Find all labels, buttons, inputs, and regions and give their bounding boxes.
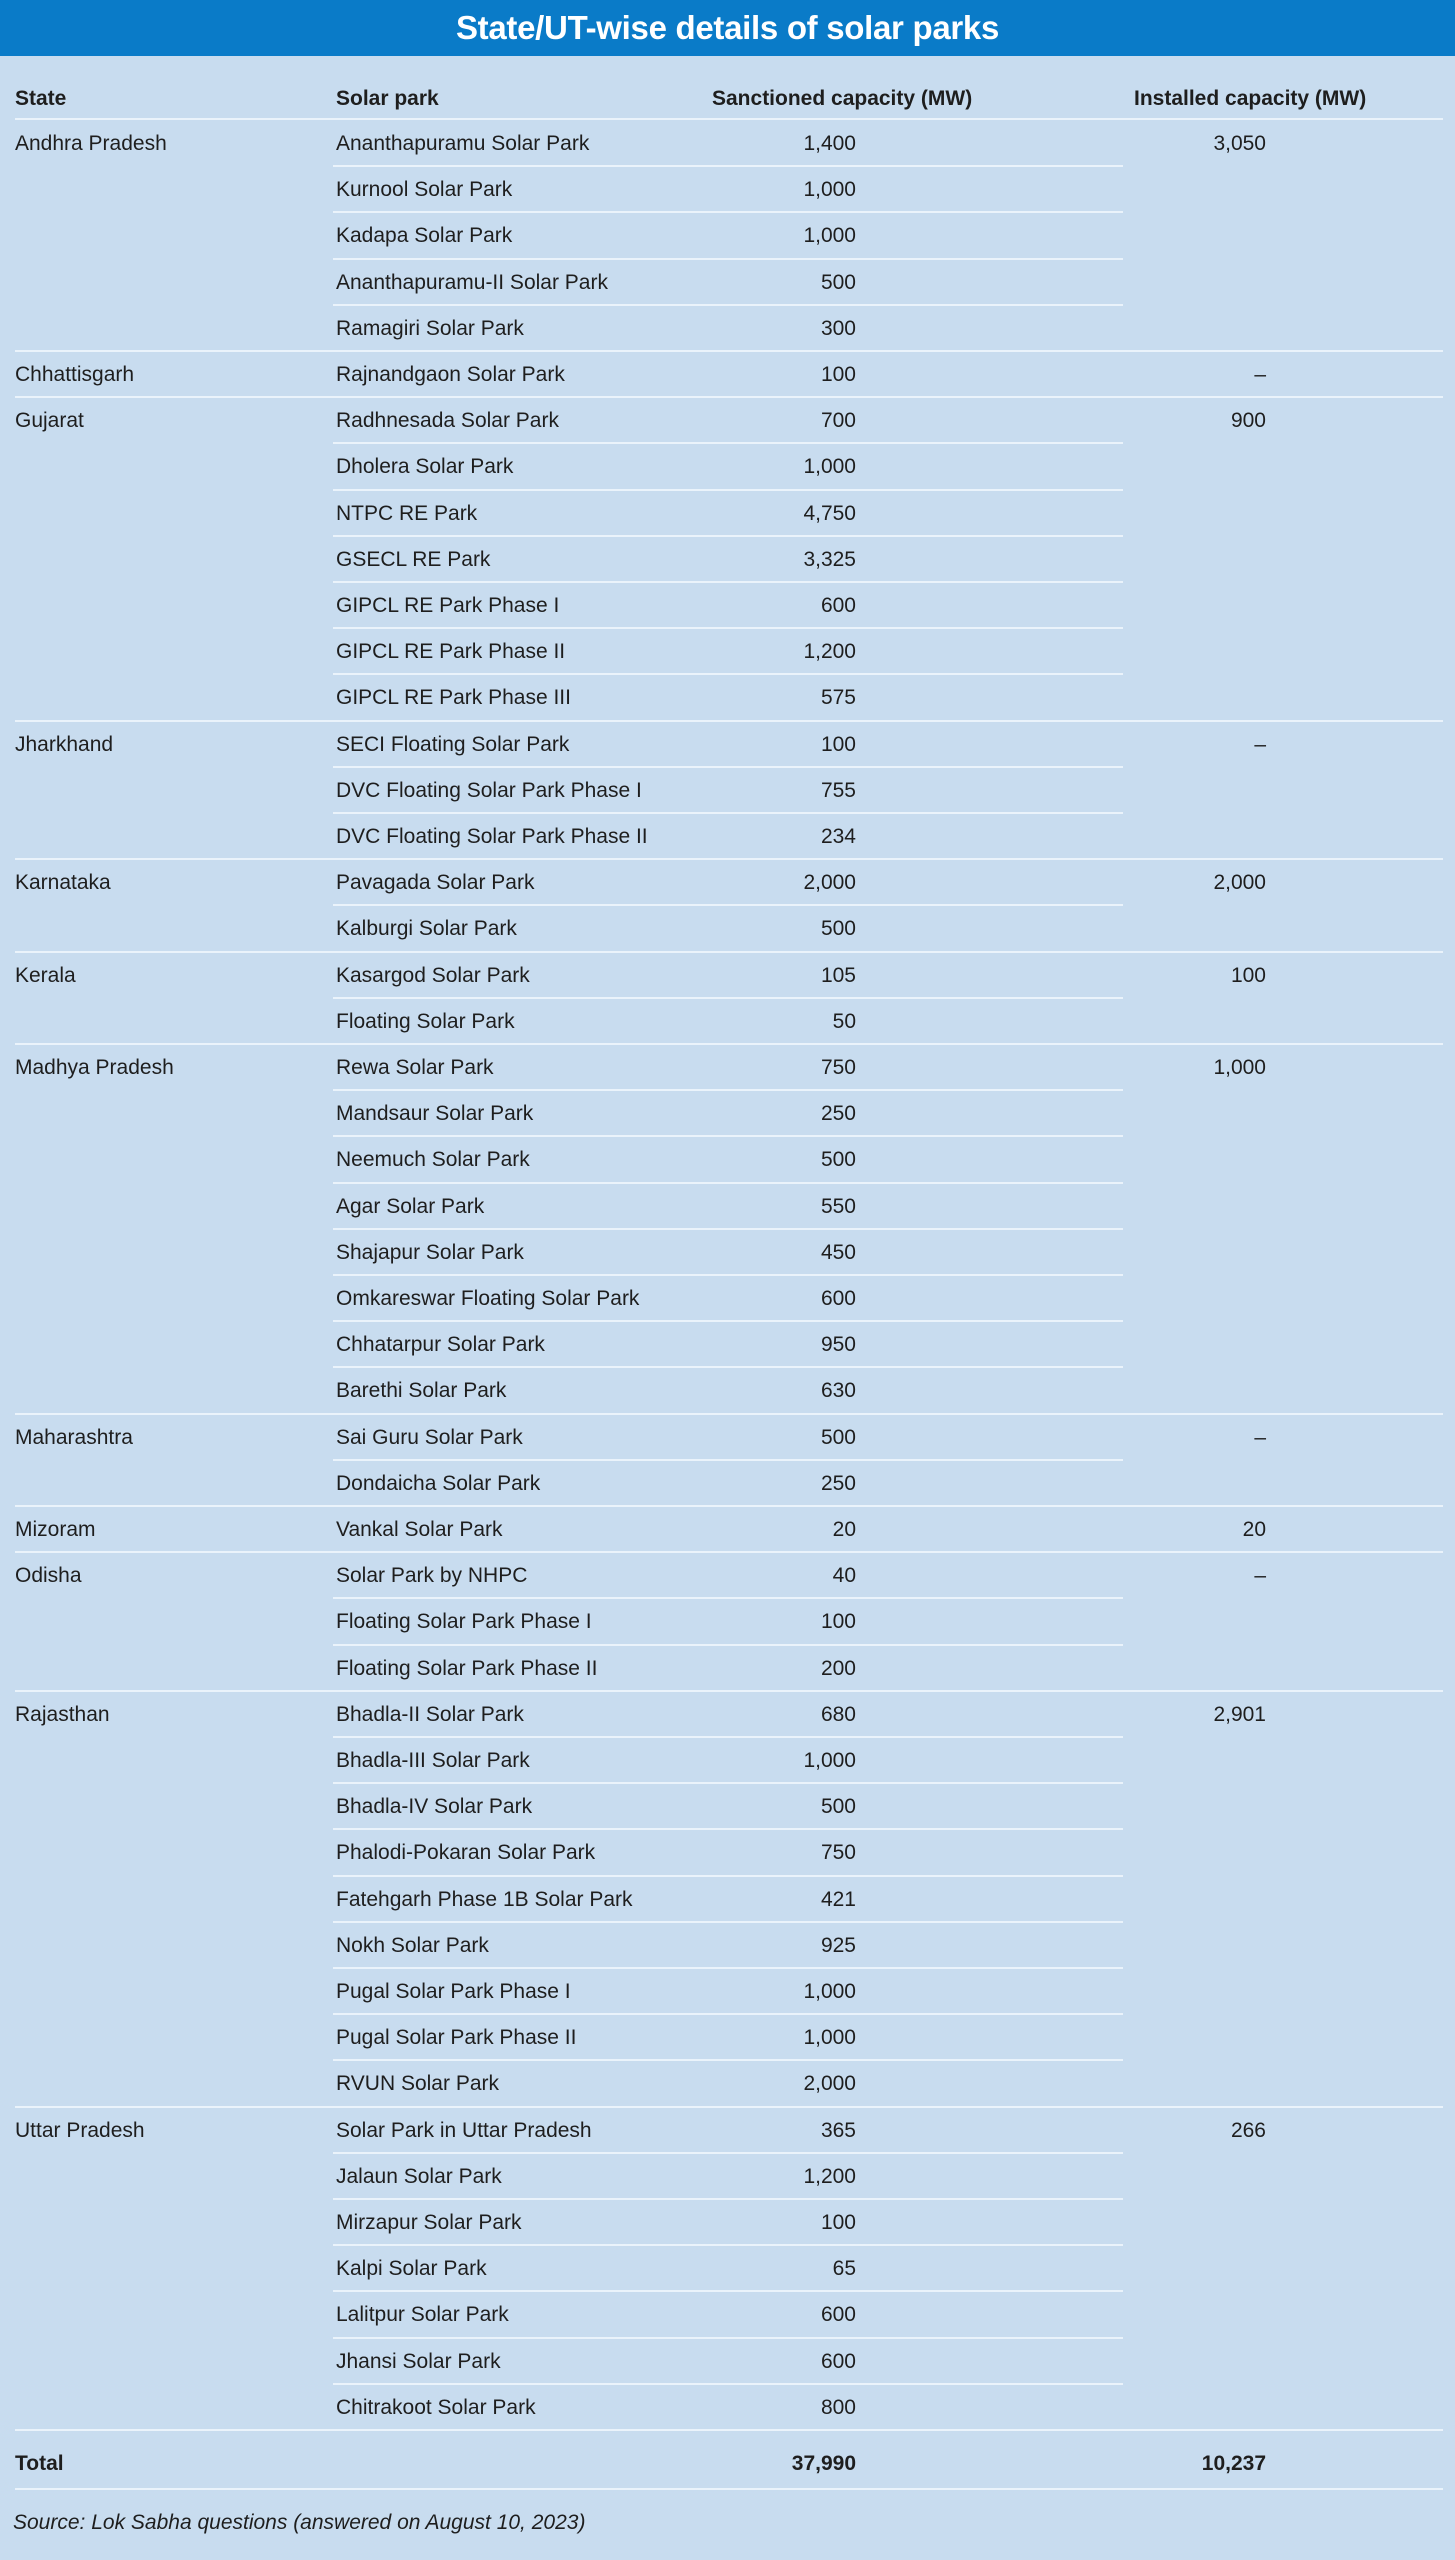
state-name: Chhattisgarh xyxy=(15,363,135,386)
sanctioned-capacity: 421 xyxy=(820,1887,856,1911)
solar-park-name: Solar Park in Uttar Pradesh xyxy=(336,2118,592,2142)
sanctioned-capacity: 40 xyxy=(832,1564,856,1588)
table-row xyxy=(0,675,1455,721)
sanctioned-capacity: 800 xyxy=(820,2395,856,2419)
table-row xyxy=(0,1184,1455,1230)
sanctioned-capacity: 500 xyxy=(820,1795,856,1819)
solar-park-name: Radhnesada Solar Park xyxy=(336,409,559,433)
solar-park-name: Floating Solar Park xyxy=(336,1009,515,1033)
header-state: State xyxy=(15,87,67,110)
sanctioned-capacity: 1,000 xyxy=(803,224,856,248)
sanctioned-capacity: 700 xyxy=(820,409,856,433)
total-label: Total xyxy=(15,2452,64,2475)
sanctioned-capacity: 65 xyxy=(832,2257,856,2281)
sanctioned-capacity: 750 xyxy=(820,1841,856,1865)
sanctioned-capacity: 600 xyxy=(820,2303,856,2327)
state-name: Karnataka xyxy=(15,871,111,895)
table-title: State/UT-wise details of solar parks xyxy=(0,0,1455,56)
sanctioned-capacity: 1,000 xyxy=(803,2026,856,2050)
total-row xyxy=(0,2441,1455,2487)
table-row xyxy=(0,814,1455,860)
solar-park-name: Bhadla-IV Solar Park xyxy=(336,1795,533,1819)
solar-park-name: DVC Floating Solar Park Phase I xyxy=(336,778,642,802)
header-solar-park: Solar park xyxy=(336,87,439,110)
sanctioned-capacity: 105 xyxy=(820,963,856,987)
solar-park-name: NTPC RE Park xyxy=(336,501,478,525)
solar-park-name: Floating Solar Park Phase I xyxy=(336,1610,592,1634)
table-row xyxy=(0,583,1455,629)
sanctioned-capacity: 20 xyxy=(832,1518,856,1541)
sanctioned-capacity: 755 xyxy=(820,778,856,802)
solar-park-name: Chitrakoot Solar Park xyxy=(336,2395,536,2419)
installed-capacity: 2,000 xyxy=(1213,871,1266,895)
installed-capacity: 266 xyxy=(1230,2118,1266,2142)
sanctioned-capacity: 100 xyxy=(820,1610,856,1634)
table-row xyxy=(0,860,1455,906)
state-name: Rajasthan xyxy=(15,1702,110,1726)
table-row xyxy=(0,2385,1455,2431)
solar-park-name: Barethi Solar Park xyxy=(336,1379,507,1403)
table-row xyxy=(0,1045,1455,1091)
state-name: Andhra Pradesh xyxy=(15,132,167,155)
solar-park-name: Bhadla-III Solar Park xyxy=(336,1749,530,1772)
table-row xyxy=(0,1507,1455,1553)
table-row xyxy=(0,1322,1455,1368)
solar-park-name: Lalitpur Solar Park xyxy=(336,2303,509,2327)
sanctioned-capacity: 3,325 xyxy=(803,547,856,571)
table-row xyxy=(0,1368,1455,1414)
header-divider xyxy=(15,118,1443,120)
table-row xyxy=(0,768,1455,814)
solar-park-name: Pavagada Solar Park xyxy=(336,871,535,895)
solar-park-name: Nokh Solar Park xyxy=(336,1933,489,1957)
solar-park-name: Dondaicha Solar Park xyxy=(336,1471,541,1495)
table-row xyxy=(0,2154,1455,2200)
sanctioned-capacity: 50 xyxy=(832,1009,856,1033)
installed-capacity: – xyxy=(1254,363,1266,386)
sanctioned-capacity: 100 xyxy=(820,363,856,386)
sanctioned-capacity: 2,000 xyxy=(803,871,856,895)
solar-park-name: Jhansi Solar Park xyxy=(336,2349,501,2373)
table-row xyxy=(0,1415,1455,1461)
table-row xyxy=(0,2108,1455,2154)
solar-park-name: Rajnandgaon Solar Park xyxy=(336,363,565,386)
sanctioned-capacity: 630 xyxy=(820,1379,856,1403)
solar-park-name: Floating Solar Park Phase II xyxy=(336,1656,598,1680)
sanctioned-capacity: 600 xyxy=(820,2349,856,2373)
header-installed-capacity: Installed capacity (MW) xyxy=(1134,87,1367,110)
table-row xyxy=(0,1923,1455,1969)
sanctioned-capacity: 450 xyxy=(820,1240,856,1264)
table-row xyxy=(0,1091,1455,1137)
sanctioned-capacity: 250 xyxy=(820,1471,856,1495)
installed-capacity: – xyxy=(1254,1425,1266,1449)
state-name: Uttar Pradesh xyxy=(15,2118,145,2142)
table-row xyxy=(0,1692,1455,1738)
table-row xyxy=(0,167,1455,213)
sanctioned-capacity: 1,000 xyxy=(803,1980,856,2003)
table-row xyxy=(0,906,1455,952)
solar-park-name: SECI Floating Solar Park xyxy=(336,732,570,756)
solar-park-name: Fatehgarh Phase 1B Solar Park xyxy=(336,1887,633,1911)
table-row xyxy=(0,352,1455,398)
sanctioned-capacity: 1,400 xyxy=(803,132,856,155)
installed-capacity: 2,901 xyxy=(1213,1702,1266,1726)
sanctioned-capacity: 1,000 xyxy=(803,1749,856,1772)
sanctioned-capacity: 1,000 xyxy=(803,455,856,479)
table-row xyxy=(0,1230,1455,1276)
table-row xyxy=(0,722,1455,768)
total-sanctioned: 37,990 xyxy=(791,2452,856,2475)
sanctioned-capacity: 250 xyxy=(820,1102,856,1126)
solar-park-name: Rewa Solar Park xyxy=(336,1056,494,1079)
installed-capacity: 1,000 xyxy=(1213,1056,1266,1079)
table-row xyxy=(0,629,1455,675)
solar-park-name: Agar Solar Park xyxy=(336,1194,485,1218)
table-row xyxy=(0,1646,1455,1692)
sanctioned-capacity: 750 xyxy=(820,1056,856,1079)
solar-park-name: Ananthapuramu-II Solar Park xyxy=(336,270,608,294)
table-row xyxy=(0,1877,1455,1923)
solar-park-name: Jalaun Solar Park xyxy=(336,2164,502,2188)
solar-park-name: Vankal Solar Park xyxy=(336,1518,503,1541)
sanctioned-capacity: 100 xyxy=(820,732,856,756)
table-row xyxy=(0,2015,1455,2061)
sanctioned-capacity: 365 xyxy=(820,2118,856,2142)
total-divider xyxy=(15,2488,1443,2490)
header-sanctioned-capacity: Sanctioned capacity (MW) xyxy=(712,87,973,110)
solar-park-name: Pugal Solar Park Phase II xyxy=(336,2026,577,2050)
state-name: Maharashtra xyxy=(15,1425,133,1449)
table-row xyxy=(0,2339,1455,2385)
table-row xyxy=(0,1553,1455,1599)
solar-park-name: Kadapa Solar Park xyxy=(336,224,513,248)
table-row xyxy=(0,213,1455,259)
solar-park-name: Mandsaur Solar Park xyxy=(336,1102,534,1126)
table-row xyxy=(0,444,1455,490)
table-row xyxy=(0,1461,1455,1507)
sanctioned-capacity: 500 xyxy=(820,270,856,294)
installed-capacity: – xyxy=(1254,1564,1266,1588)
table-row xyxy=(0,2246,1455,2292)
table-row xyxy=(0,1830,1455,1876)
sanctioned-capacity: 500 xyxy=(820,1148,856,1172)
solar-park-name: GIPCL RE Park Phase II xyxy=(336,640,566,664)
sanctioned-capacity: 2,000 xyxy=(803,2072,856,2096)
total-installed: 10,237 xyxy=(1201,2452,1266,2475)
state-name: Jharkhand xyxy=(15,732,114,756)
installed-capacity: – xyxy=(1254,732,1266,756)
sanctioned-capacity: 200 xyxy=(820,1656,856,1680)
state-name: Madhya Pradesh xyxy=(15,1056,174,1079)
sanctioned-capacity: 550 xyxy=(820,1194,856,1218)
table-row xyxy=(0,999,1455,1045)
table-row xyxy=(0,491,1455,537)
solar-park-name: GSECL RE Park xyxy=(336,547,491,571)
sanctioned-capacity: 600 xyxy=(820,594,856,617)
state-name: Odisha xyxy=(15,1564,82,1588)
solar-park-name: Chhatarpur Solar Park xyxy=(336,1333,545,1357)
solar-park-name: Omkareswar Floating Solar Park xyxy=(336,1287,640,1310)
table-row xyxy=(0,260,1455,306)
table-row xyxy=(0,537,1455,583)
table-row xyxy=(0,1137,1455,1183)
solar-park-name: GIPCL RE Park Phase III xyxy=(336,686,571,710)
state-name: Kerala xyxy=(15,963,76,987)
installed-capacity: 900 xyxy=(1230,409,1266,433)
table-row xyxy=(0,1738,1455,1784)
sanctioned-capacity: 925 xyxy=(820,1933,856,1957)
sanctioned-capacity: 1,200 xyxy=(803,2164,856,2188)
solar-park-name: Pugal Solar Park Phase I xyxy=(336,1980,571,2003)
solar-park-name: DVC Floating Solar Park Phase II xyxy=(336,825,648,848)
solar-park-name: Kalburgi Solar Park xyxy=(336,917,517,941)
sanctioned-capacity: 234 xyxy=(820,825,856,848)
solar-park-name: Bhadla-II Solar Park xyxy=(336,1702,524,1726)
source-note: Source: Lok Sabha questions (answered on August 10, 2023) xyxy=(13,2511,586,2534)
solar-park-name: Mirzapur Solar Park xyxy=(336,2211,522,2234)
sanctioned-capacity: 100 xyxy=(820,2211,856,2234)
table-row xyxy=(0,953,1455,999)
table-row xyxy=(0,398,1455,444)
group-divider xyxy=(15,2429,1443,2431)
sanctioned-capacity: 1,200 xyxy=(803,640,856,664)
table-row xyxy=(0,121,1455,167)
solar-park-name: Ananthapuramu Solar Park xyxy=(336,132,590,155)
sanctioned-capacity: 500 xyxy=(820,917,856,941)
table-row xyxy=(0,1276,1455,1322)
solar-park-name: Kasargod Solar Park xyxy=(336,963,530,987)
solar-park-name: Kalpi Solar Park xyxy=(336,2257,487,2281)
sanctioned-capacity: 4,750 xyxy=(803,501,856,525)
solar-park-name: GIPCL RE Park Phase I xyxy=(336,594,560,617)
installed-capacity: 3,050 xyxy=(1213,132,1266,155)
sanctioned-capacity: 950 xyxy=(820,1333,856,1357)
table-row xyxy=(0,1784,1455,1830)
solar-park-name: Kurnool Solar Park xyxy=(336,178,513,202)
table-row xyxy=(0,2292,1455,2338)
installed-capacity: 100 xyxy=(1230,963,1266,987)
sanctioned-capacity: 680 xyxy=(820,1702,856,1726)
sanctioned-capacity: 575 xyxy=(820,686,856,710)
table-header xyxy=(0,76,1455,122)
table-row xyxy=(0,1599,1455,1645)
table-row xyxy=(0,306,1455,352)
state-name: Mizoram xyxy=(15,1518,96,1541)
solar-park-name: Ramagiri Solar Park xyxy=(336,316,524,340)
solar-park-name: Shajapur Solar Park xyxy=(336,1240,524,1264)
solar-park-name: Solar Park by NHPC xyxy=(336,1564,528,1588)
table-row xyxy=(0,1969,1455,2015)
sanctioned-capacity: 600 xyxy=(820,1287,856,1310)
solar-park-name: Sai Guru Solar Park xyxy=(336,1425,523,1449)
sanctioned-capacity: 1,000 xyxy=(803,178,856,202)
solar-park-name: Dholera Solar Park xyxy=(336,455,514,479)
solar-park-name: Phalodi-Pokaran Solar Park xyxy=(336,1841,596,1865)
table-row xyxy=(0,2200,1455,2246)
table-row xyxy=(0,2061,1455,2107)
installed-capacity: 20 xyxy=(1242,1518,1266,1541)
sanctioned-capacity: 300 xyxy=(820,316,856,340)
sanctioned-capacity: 500 xyxy=(820,1425,856,1449)
solar-park-name: Neemuch Solar Park xyxy=(336,1148,530,1172)
state-name: Gujarat xyxy=(15,409,84,433)
solar-park-name: RVUN Solar Park xyxy=(336,2072,499,2096)
